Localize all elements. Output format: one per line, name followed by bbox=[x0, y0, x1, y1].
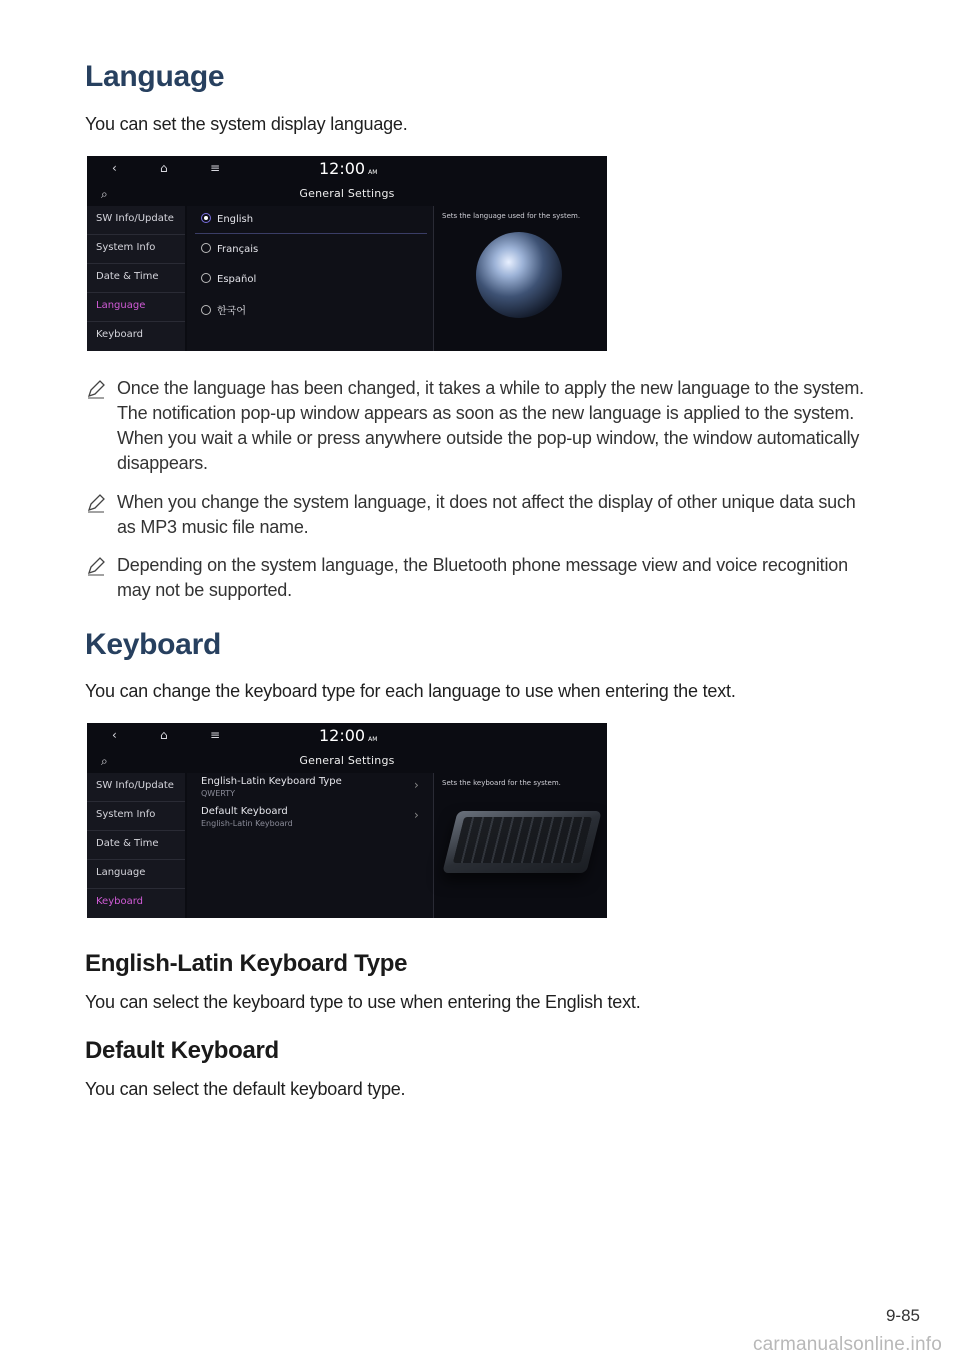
note-3 bbox=[85, 553, 875, 603]
settings-sidebar bbox=[87, 773, 185, 918]
radio-selected-icon bbox=[201, 213, 211, 223]
default-keyboard-text: You can select the default keyboard type. bbox=[85, 1079, 406, 1099]
sidebar-item-language[interactable]: Language bbox=[96, 867, 146, 878]
row-value: QWERTY bbox=[201, 789, 236, 798]
description-panel bbox=[433, 206, 607, 351]
radio-icon bbox=[201, 305, 211, 315]
sidebar-item-sw-info[interactable]: SW Info/Update bbox=[96, 213, 174, 224]
radio-icon bbox=[201, 243, 211, 253]
default-keyboard-heading: Default Keyboard bbox=[85, 1037, 279, 1064]
english-latin-text: You can select the keyboard type to use when entering the English text. bbox=[85, 992, 641, 1012]
radio-icon bbox=[201, 273, 211, 283]
keyboard-icon bbox=[442, 811, 601, 873]
note-text: When you change the system language, it does not affect the display of other unique data such as MP3 music file name. bbox=[117, 492, 856, 537]
sidebar-item-keyboard[interactable]: Keyboard bbox=[96, 329, 144, 340]
language-option-english[interactable]: English bbox=[201, 213, 253, 225]
clock: 12:00 AM bbox=[319, 726, 378, 745]
note-2 bbox=[85, 490, 875, 540]
home-icon[interactable]: ⌂ bbox=[160, 161, 168, 175]
english-latin-heading: English-Latin Keyboard Type bbox=[85, 950, 408, 977]
row-title: Default Keyboard bbox=[201, 806, 288, 817]
sidebar-item-keyboard[interactable]: Keyboard bbox=[96, 896, 144, 907]
pencil-icon bbox=[85, 492, 107, 514]
sidebar-item-system-info[interactable]: System Info bbox=[96, 809, 156, 820]
sidebar-item-sw-info[interactable]: SW Info/Update bbox=[96, 780, 174, 791]
note-text: Once the language has been changed, it takes a while to apply the new language to the system. The notification pop-up window appears as soon as the new language is applied to the system. When you wait a while or press anywhere outside the pop-up window, the window automatically disappears. bbox=[117, 378, 864, 473]
sidebar-item-language[interactable]: Language bbox=[96, 300, 146, 311]
status-bar bbox=[87, 723, 607, 751]
sidebar-item-system-info[interactable]: System Info bbox=[96, 242, 156, 253]
home-icon[interactable]: ⌂ bbox=[160, 728, 168, 742]
keyboard-intro: You can change the keyboard type for each language to use when entering the text. bbox=[85, 681, 736, 701]
language-options-list bbox=[187, 206, 433, 351]
description-panel bbox=[433, 773, 607, 918]
keyboard-settings-screenshot bbox=[87, 723, 607, 918]
language-option-french[interactable]: Français bbox=[201, 243, 258, 255]
language-settings-screenshot bbox=[87, 156, 607, 351]
search-icon[interactable]: ⌕ bbox=[101, 187, 108, 201]
row-title: English-Latin Keyboard Type bbox=[201, 776, 342, 787]
chevron-right-icon: › bbox=[414, 778, 419, 792]
note-text: Depending on the system language, the Bluetooth phone message view and voice recognition may not be supported. bbox=[117, 555, 848, 600]
settings-sidebar bbox=[87, 206, 185, 351]
note-1 bbox=[85, 376, 875, 476]
status-bar bbox=[87, 156, 607, 184]
pencil-icon bbox=[85, 555, 107, 577]
globe-icon bbox=[476, 232, 562, 318]
screen-title: General Settings bbox=[299, 754, 395, 767]
language-description: Sets the language used for the system. bbox=[442, 212, 581, 220]
keyboard-heading: Keyboard bbox=[85, 628, 221, 661]
page-number: 9-85 bbox=[885, 1306, 920, 1325]
row-value: English-Latin Keyboard bbox=[201, 819, 293, 828]
menu-icon[interactable]: ≡ bbox=[210, 728, 221, 742]
clock: 12:00 AM bbox=[319, 159, 378, 178]
keyboard-description: Sets the keyboard for the system. bbox=[442, 779, 561, 787]
language-heading: Language bbox=[85, 60, 225, 93]
back-icon[interactable]: ‹ bbox=[112, 161, 117, 175]
menu-icon[interactable]: ≡ bbox=[210, 161, 221, 175]
keyboard-options-list bbox=[187, 773, 433, 918]
sidebar-item-date-time[interactable]: Date & Time bbox=[96, 271, 159, 282]
chevron-right-icon: › bbox=[414, 808, 419, 822]
back-icon[interactable]: ‹ bbox=[112, 728, 117, 742]
sidebar-item-date-time[interactable]: Date & Time bbox=[96, 838, 159, 849]
language-option-korean[interactable]: 한국어 bbox=[201, 302, 246, 317]
screen-title: General Settings bbox=[299, 187, 395, 200]
language-intro: You can set the system display language. bbox=[85, 114, 408, 134]
search-icon[interactable]: ⌕ bbox=[101, 754, 108, 768]
watermark: carmanualsonline.info bbox=[752, 1334, 942, 1355]
language-option-spanish[interactable]: Español bbox=[201, 273, 256, 285]
pencil-icon bbox=[85, 378, 107, 400]
